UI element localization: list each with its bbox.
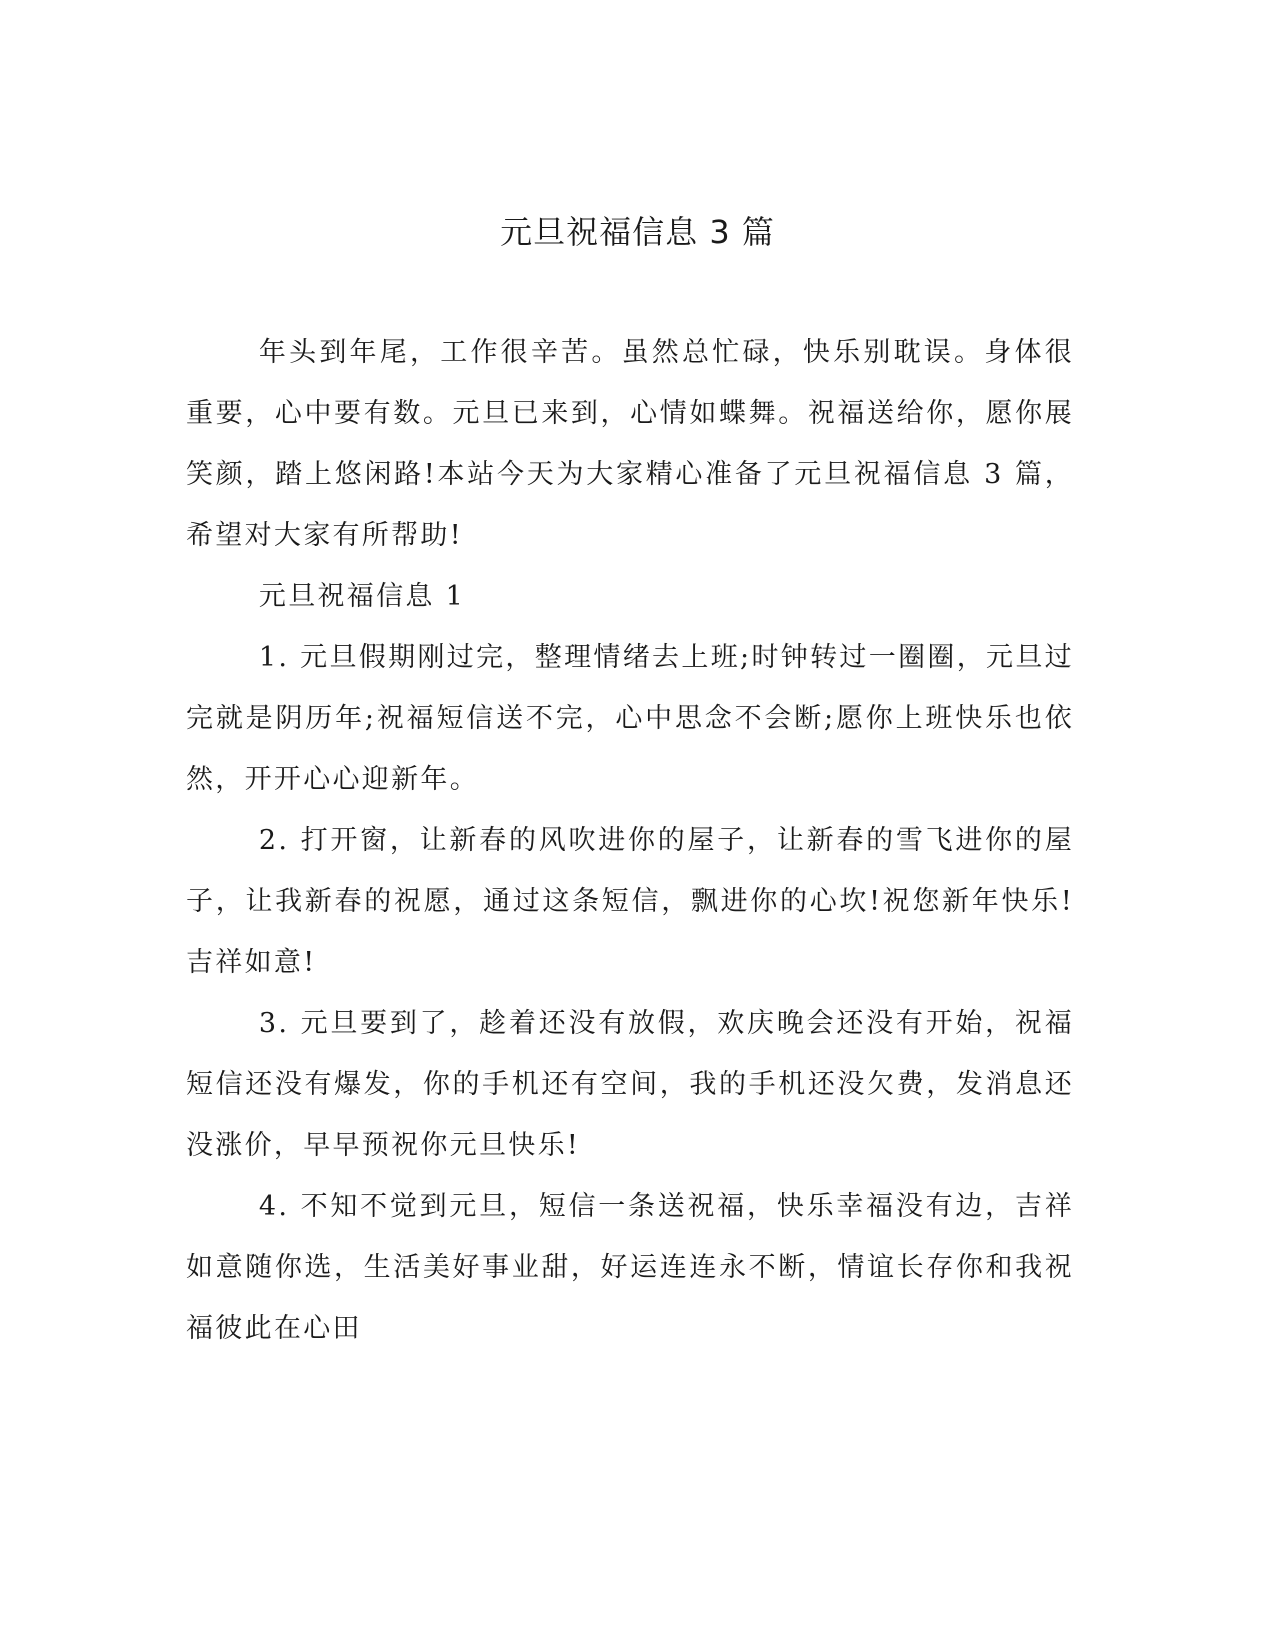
intro-paragraph: 年头到年尾，工作很辛苦。虽然总忙碌，快乐别耽误。身体很重要，心中要有数。元旦已来到，心情如蝶舞。祝福送给你，愿你展笑颜，踏上悠闲路!本站今天为大家精心准备了元旦祝福信息 3 篇，希望对大家有所帮助!: [186, 337, 1074, 551]
blessing-item-2: 2. 打开窗，让新春的风吹进你的屋子，让新春的雪飞进你的屋子，让我新春的祝愿，通过这条短信，飘进你的心坎!祝您新年快乐!吉祥如意!: [186, 825, 1074, 978]
blessing-item-3: 3. 元旦要到了，趁着还没有放假，欢庆晚会还没有开始，祝福短信还没有爆发，你的手机还有空间，我的手机还没欠费，发消息还没涨价，早早预祝你元旦快乐!: [186, 1008, 1074, 1161]
document-title: 元旦祝福信息 3 篇: [500, 213, 775, 251]
section-heading: 元旦祝福信息 1: [258, 581, 466, 612]
document-body: [186, 322, 1074, 1359]
blessing-item-1: 1. 元旦假期刚过完，整理情绪去上班;时钟转过一圈圈，元旦过完就是阴历年;祝福短信送不完，心中思念不会断;愿你上班快乐也依然，开开心心迎新年。: [186, 642, 1074, 795]
blessing-item-4: 4. 不知不觉到元旦，短信一条送祝福，快乐幸福没有边，吉祥如意随你选，生活美好事业甜，好运连连永不断，情谊长存你和我祝福彼此在心田: [186, 1191, 1074, 1344]
